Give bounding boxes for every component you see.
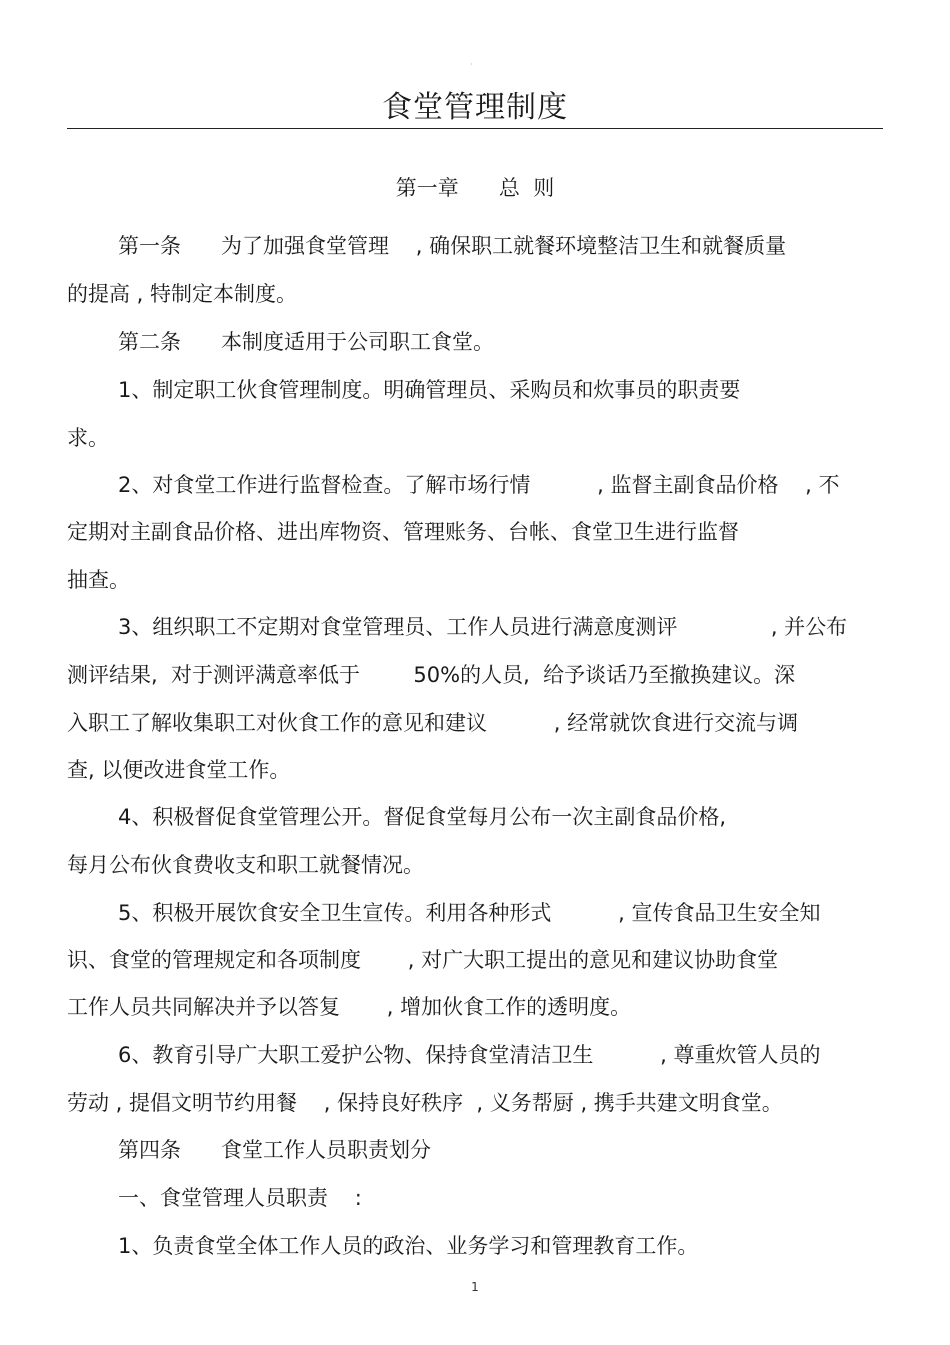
article-2: 第二条 本制度适用于公司职工食堂。 <box>118 330 495 354</box>
item-6-line-2: 劳动 , 提倡文明节约用餐 , 保持良好秩序 , 义务帮厨 , 携手共建文明食堂。 <box>67 1091 783 1115</box>
item-5-line-2: 识、食堂的管理规定和各项制度 , 对广大职工提出的意见和建议协助食堂 <box>67 948 779 972</box>
item-2-line-1: 2、对食堂工作进行监督检查。了解市场行情 , 监督主副食品价格 , 不 <box>118 473 840 497</box>
item-3-line-4: 查, 以便改进食堂工作。 <box>67 758 291 782</box>
item-2-line-3: 抽查。 <box>67 568 130 592</box>
document-title: 食堂管理制度 <box>382 90 568 125</box>
article-1-line-1: 第一条 为了加强食堂管理 , 确保职工就餐环境整洁卫生和就餐质量 <box>118 234 787 258</box>
title-underline <box>67 128 883 129</box>
article-1-line-2: 的提高 , 特制定本制度。 <box>67 282 298 306</box>
item-5-line-1: 5、积极开展饮食安全卫生宣传。利用各种形式 , 宣传食品卫生安全知 <box>118 901 821 925</box>
item-5-line-3: 工作人员共同解决并予以答复 , 增加伙食工作的透明度。 <box>67 995 632 1019</box>
item-1-line-2: 求。 <box>67 426 109 450</box>
header-dot: · <box>470 60 473 69</box>
item-3-line-1: 3、组织职工不定期对食堂管理员、工作人员进行满意度测评 , 并公布 <box>118 615 848 639</box>
item-3-line-2: 测评结果, 对于测评满意率低于 50%的人员, 给予谈话乃至撤换建议。深 <box>67 663 796 687</box>
item-6-line-1: 6、教育引导广大职工爱护公物、保持食堂清洁卫生 , 尊重炊管人员的 <box>118 1043 821 1067</box>
item-4-line-1: 4、积极督促食堂管理公开。督促食堂每月公布一次主副食品价格, <box>118 805 727 829</box>
article-4: 第四条 食堂工作人员职责划分 <box>118 1138 432 1162</box>
section-1-item-1: 1、负责食堂全体工作人员的政治、业务学习和管理教育工作。 <box>118 1234 699 1258</box>
page-number: 1 <box>471 1280 479 1294</box>
item-1-line-1: 1、制定职工伙食管理制度。明确管理员、采购员和炊事员的职责要 <box>118 378 741 402</box>
section-1-heading: 一、食堂管理人员职责 : <box>118 1186 362 1210</box>
chapter-heading: 第一章 总 则 <box>395 176 555 200</box>
item-2-line-2: 定期对主副食品价格、进出库物资、管理账务、台帐、食堂卫生进行监督 <box>67 520 739 544</box>
item-4-line-2: 每月公布伙食费收支和职工就餐情况。 <box>67 853 424 877</box>
item-3-line-3: 入职工了解收集职工对伙食工作的意见和建议 , 经常就饮食进行交流与调 <box>67 711 799 735</box>
